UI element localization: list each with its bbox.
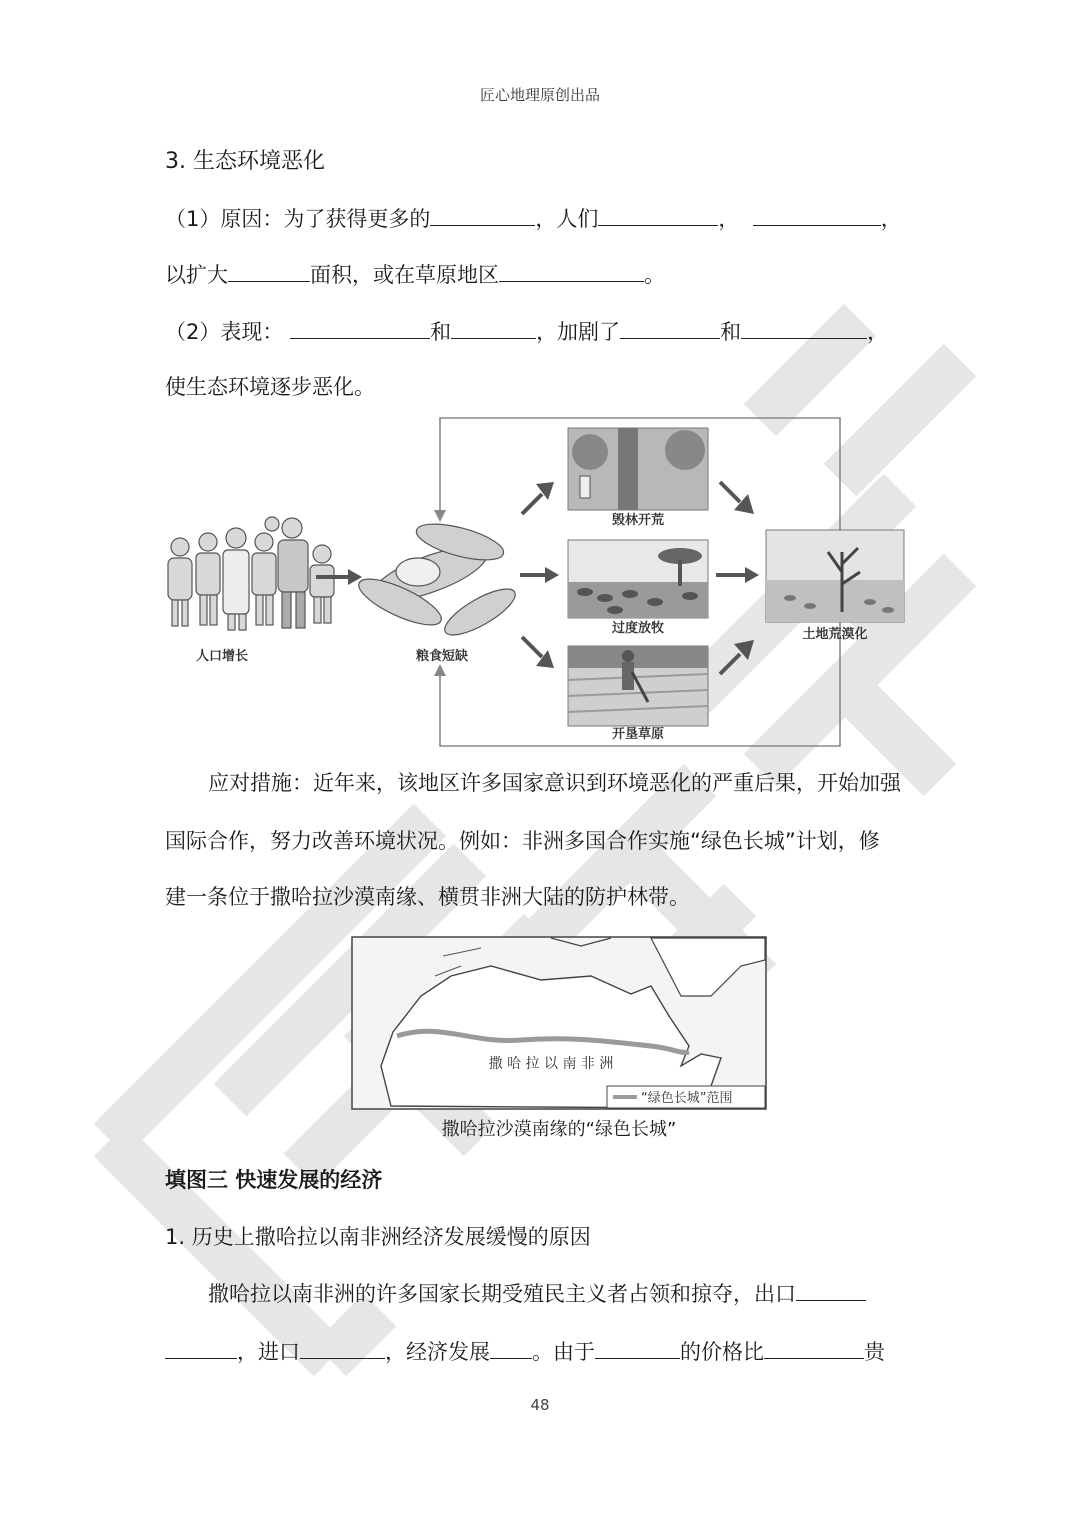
reclaim-illustration — [568, 646, 708, 726]
text-fragment: 。由于 — [532, 1340, 595, 1364]
text-fragment: ，进口 — [237, 1340, 300, 1364]
label-overgraze: 过度放牧 — [611, 621, 665, 636]
show-line-2: 使生态环境逐步恶化。 — [165, 375, 375, 399]
text-fragment: ，加剧了 — [536, 320, 621, 344]
hands-illustration — [353, 517, 521, 643]
cause-label: （1）原因：为了获得更多的 — [165, 207, 431, 231]
blank-field[interactable] — [451, 316, 536, 339]
question-line-2 — [165, 1336, 885, 1367]
blank-field[interactable] — [228, 259, 310, 282]
map-region-label: 撒 哈 拉 以 南 非 洲 — [488, 1056, 614, 1072]
text-fragment: 和 — [430, 320, 452, 344]
label-desert: 土地荒漠化 — [802, 627, 868, 642]
page-header: 匠心地理原创出品 — [479, 86, 600, 104]
cause-line-2 — [165, 259, 665, 290]
blank-field[interactable] — [499, 259, 644, 282]
deforestation-illustration — [568, 428, 708, 510]
text-fragment: ，经济发展 — [385, 1340, 490, 1364]
blank-field[interactable] — [764, 1336, 864, 1359]
text-fragment: 面积，或在草原地区 — [310, 263, 499, 287]
show-line-1 — [165, 316, 888, 347]
overgrazing-illustration — [568, 540, 708, 618]
desertification-diagram — [160, 412, 920, 752]
text-fragment: 贵 — [864, 1340, 885, 1364]
text-fragment: 撒哈拉以南非洲的许多国家长期受殖民主义者占领和掠夺，出口 — [208, 1282, 796, 1306]
people-illustration — [168, 517, 334, 630]
question-heading: 1. 历史上撒哈拉以南非洲经济发展缓慢的原因 — [165, 1225, 591, 1249]
text-fragment: 以扩大 — [165, 263, 228, 287]
measures-line-1: 应对措施：近年来，该地区许多国家意识到环境恶化的严重后果，开始加强 — [208, 771, 901, 795]
text-fragment: 和 — [720, 320, 742, 344]
text-fragment: ， — [718, 207, 740, 231]
desertification-illustration — [766, 530, 904, 622]
section-heading: 3. 生态环境恶化 — [165, 149, 325, 174]
show-label: （2）表现： — [165, 320, 284, 344]
blank-field[interactable] — [300, 1336, 385, 1359]
blank-field[interactable] — [753, 203, 881, 226]
text-fragment: 的价格比 — [680, 1340, 764, 1364]
green-wall-map — [351, 936, 767, 1110]
blank-field[interactable] — [490, 1336, 532, 1359]
question-line-1 — [208, 1278, 866, 1309]
label-deforest: 毁林开荒 — [611, 513, 665, 528]
map-caption: 撒哈拉沙漠南缘的“绿色长城” — [441, 1119, 677, 1140]
blank-field[interactable] — [796, 1278, 866, 1301]
measures-line-2: 国际合作，努力改善环境状况。例如：非洲多国合作实施“绿色长城”计划，修 — [165, 829, 880, 853]
label-reclaim: 开垦草原 — [611, 727, 665, 742]
blank-field[interactable] — [741, 316, 867, 339]
blank-field[interactable] — [290, 316, 430, 339]
blank-field[interactable] — [595, 1336, 680, 1359]
label-population: 人口增长 — [195, 649, 249, 664]
blank-field[interactable] — [430, 203, 535, 226]
measures-line-3: 建一条位于撒哈拉沙漠南缘、横贯非洲大陆的防护林带。 — [165, 885, 690, 909]
text-fragment: ，人们 — [535, 207, 599, 231]
section-fill3-heading: 填图三 快速发展的经济 — [165, 1168, 383, 1192]
map-legend: “绿色长城”范围 — [641, 1091, 733, 1106]
page-number: 48 — [530, 1396, 550, 1414]
blank-field[interactable] — [598, 203, 718, 226]
text-fragment: 。 — [644, 263, 665, 287]
blank-field[interactable] — [165, 1336, 237, 1359]
cause-line-1 — [165, 203, 902, 234]
label-food: 粮食短缺 — [415, 649, 469, 664]
text-fragment: ， — [880, 207, 902, 231]
text-fragment: ， — [867, 320, 889, 344]
blank-field[interactable] — [620, 316, 720, 339]
